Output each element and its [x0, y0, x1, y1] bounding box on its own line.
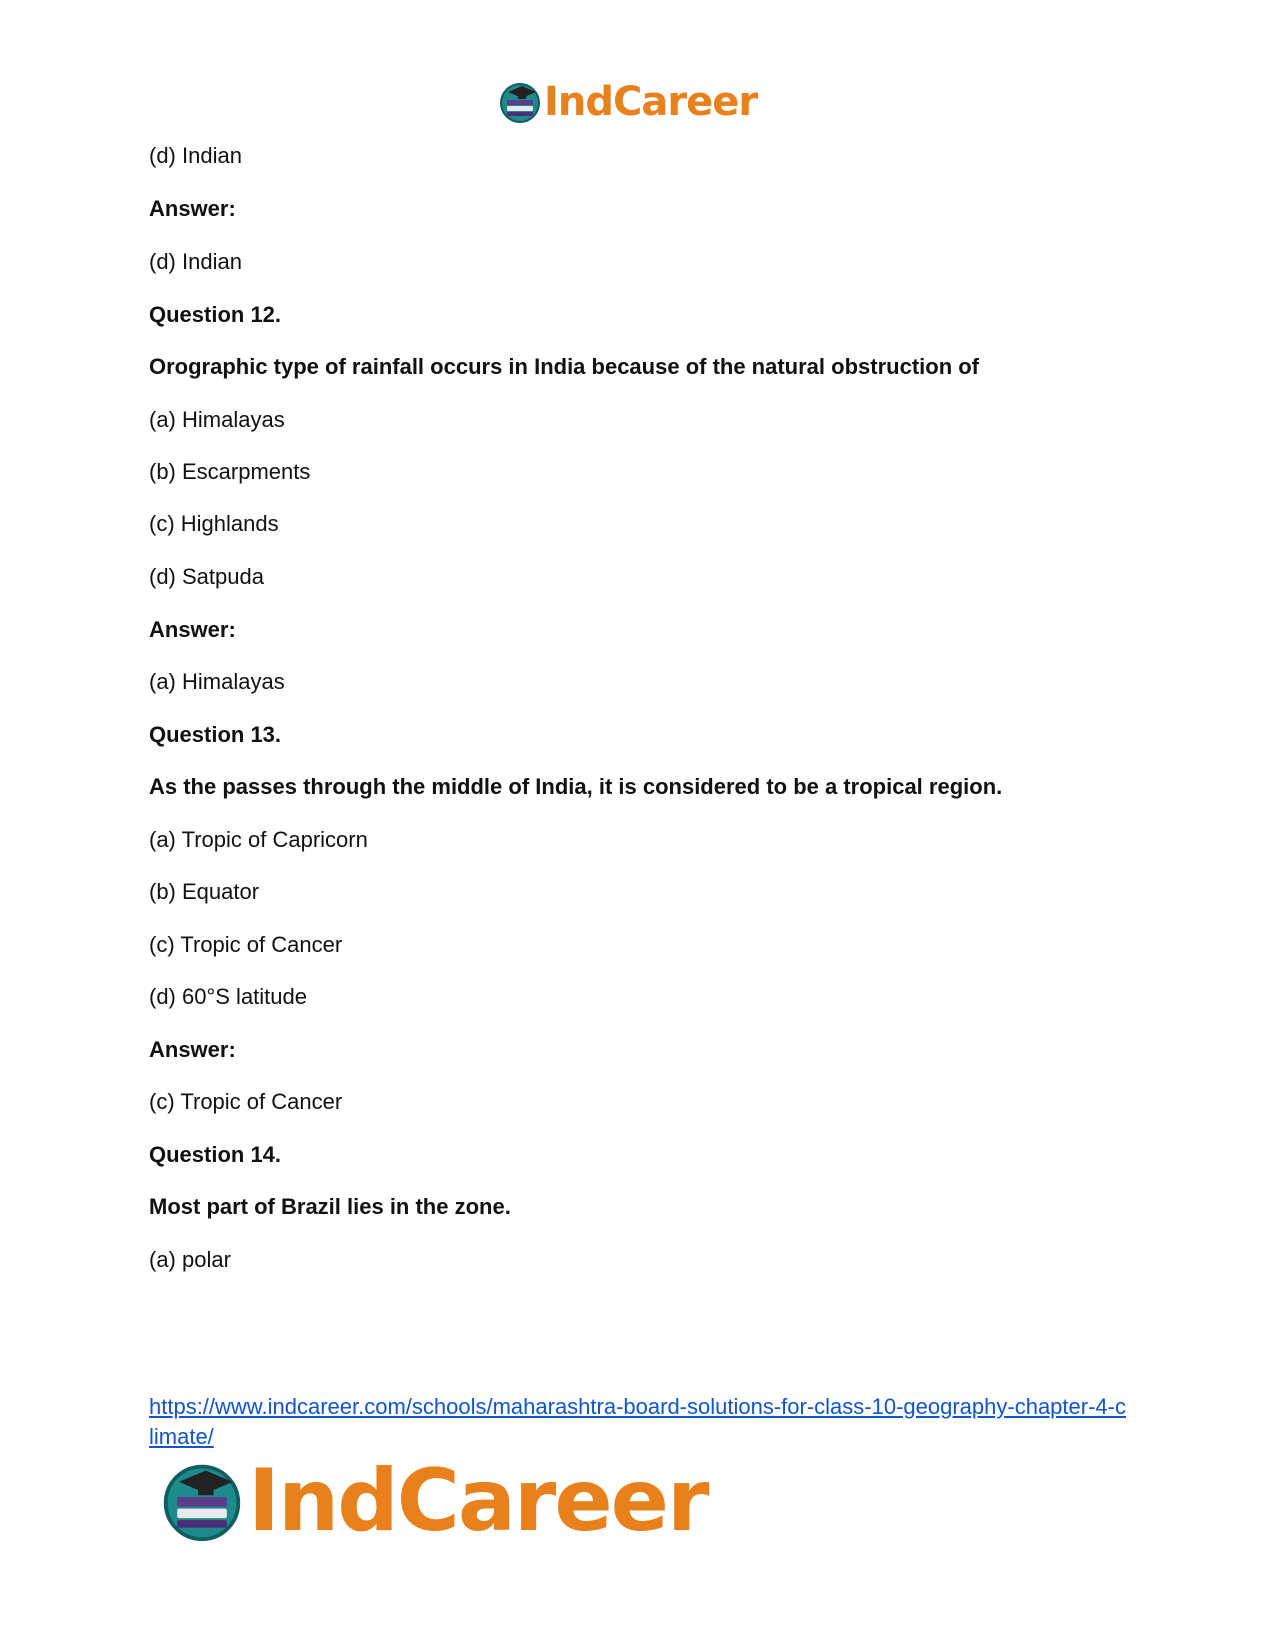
- answer-label: Answer:: [149, 617, 236, 642]
- question-text: Orographic type of rainfall occurs in India because of the natural obstruction of: [149, 354, 980, 379]
- question-text: Most part of Brazil lies in the zone.: [149, 1194, 511, 1219]
- question-number: Question 14.: [149, 1142, 282, 1167]
- answer-text: (c) Tropic of Cancer: [149, 1089, 343, 1114]
- answer-label: Answer:: [149, 1037, 236, 1062]
- option-text: (b) Equator: [149, 879, 260, 904]
- answer-label: Answer:: [149, 196, 236, 221]
- option-text: (c) Highlands: [149, 511, 279, 536]
- brand-wordmark: IndCareer: [544, 79, 758, 125]
- option-text: (d) Indian: [149, 143, 242, 168]
- footer-logo: [160, 1451, 708, 1551]
- header-logo: [498, 80, 757, 124]
- book-globe-icon: [160, 1459, 244, 1543]
- option-text: (c) Tropic of Cancer: [149, 932, 343, 957]
- book-globe-icon: [498, 80, 542, 124]
- question-text: As the passes through the middle of India, it is considered to be a tropical region.: [149, 774, 1003, 799]
- option-text: (d) Satpuda: [149, 564, 264, 589]
- answer-text: (a) Himalayas: [149, 669, 285, 694]
- option-text: (a) Himalayas: [149, 407, 285, 432]
- answer-text: (d) Indian: [149, 249, 242, 274]
- option-text: (d) 60°S latitude: [149, 984, 307, 1009]
- option-text: (a) polar: [149, 1247, 231, 1272]
- brand-wordmark: IndCareer: [248, 1451, 708, 1551]
- option-text: (a) Tropic of Capricorn: [149, 827, 368, 852]
- source-url-link[interactable]: https://www.indcareer.com/schools/maharashtra-board-solutions-for-class-10-geography-chapter-4-climate/: [149, 1394, 1126, 1449]
- question-number: Question 12.: [149, 302, 282, 327]
- option-text: (b) Escarpments: [149, 459, 311, 484]
- question-number: Question 13.: [149, 722, 282, 747]
